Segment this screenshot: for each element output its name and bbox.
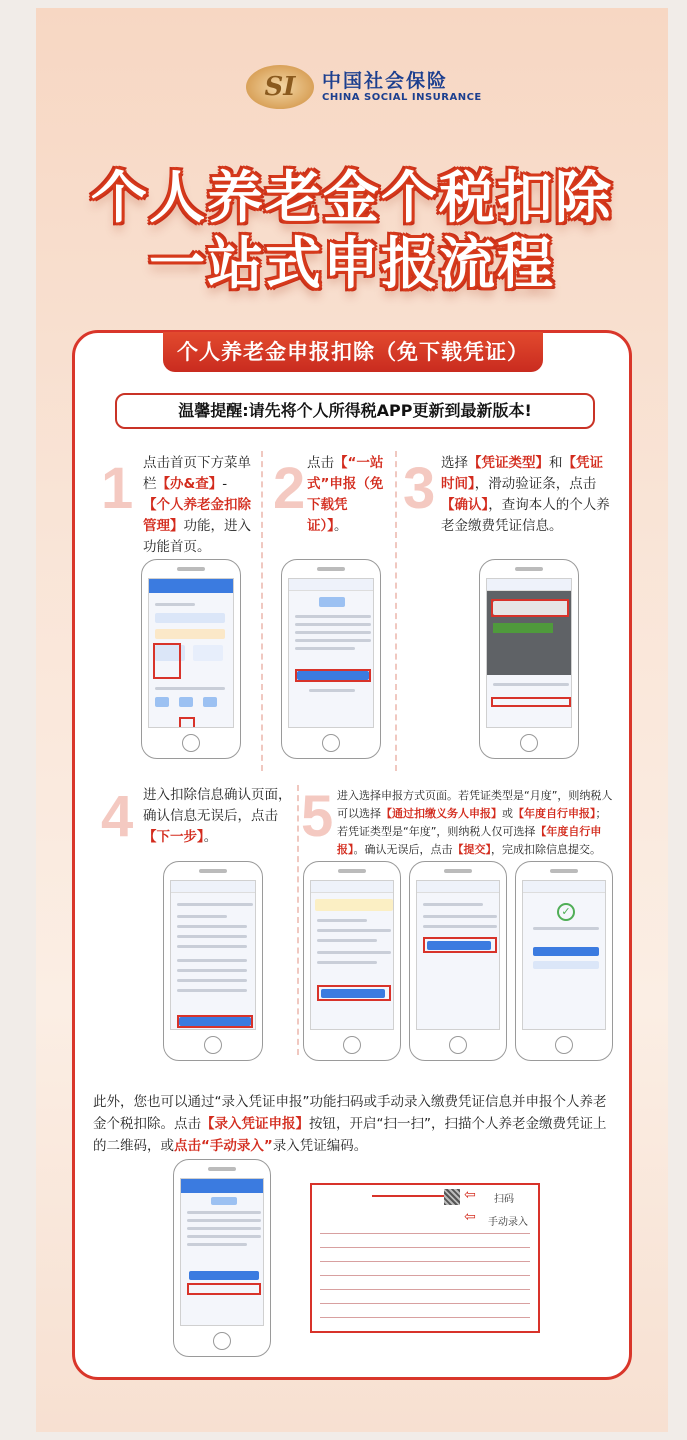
step-5-text: 进入选择申报方式页面。若凭证类型是“月度”，则纳税人可以选择【通过扣缴义务人申报】或【年度自行申报】；若凭证类型是“年度”，则纳税人仅可选择【年度自行申报】。确认无误后，点击【提交】，完成扣除信息提交。 — [337, 789, 613, 856]
phone-screenshot-5b — [409, 861, 507, 1061]
arrow-left-icon: ⇦ — [464, 1209, 476, 1225]
phone-screenshot-1 — [141, 559, 241, 759]
step-2-text: 点击【“一站式”申报（免下载凭证）】。 — [307, 455, 384, 534]
poster — [36, 8, 668, 1432]
logo-chinese-name: 中国社会保险 — [322, 70, 449, 93]
phone-screenshot-3 — [479, 559, 579, 759]
phone-screenshot-6 — [173, 1159, 271, 1357]
update-tip: 温馨提醒:请先将个人所得税APP更新到最新版本! — [115, 393, 595, 429]
step-number-2: 2 — [273, 456, 306, 521]
logo — [246, 62, 482, 112]
step-4-text: 进入扣除信息确认页面，确认信息无误后，点击【下一步】。 — [143, 787, 292, 845]
divider — [261, 451, 263, 771]
phone-screenshot-4 — [163, 861, 263, 1061]
phone-screenshot-2 — [281, 559, 381, 759]
step-number-4: 4 — [101, 784, 134, 849]
main-title-line1: 个人养老金个税扣除 — [91, 166, 613, 231]
step-number-3: 3 — [403, 456, 436, 521]
pension-certificate-image — [310, 1183, 540, 1333]
si-logo-icon: SI — [246, 65, 314, 109]
scan-label: 扫码 — [494, 1194, 514, 1205]
step-1-text: 点击首页下方菜单栏【办&查】-【个人养老金扣除管理】功能，进入功能首页。 — [143, 455, 251, 555]
check-circle-icon: ✓ — [557, 903, 575, 921]
card-header: 个人养老金申报扣除（免下载凭证） — [163, 332, 543, 372]
step-number-5: 5 — [301, 784, 334, 849]
logo-english-name: CHINA SOCIAL INSURANCE — [322, 91, 482, 103]
manual-entry-label: 手动录入 — [488, 1217, 528, 1228]
qr-code-icon — [444, 1189, 460, 1205]
instruction-card — [72, 330, 632, 1380]
main-title-line2: 一站式申报流程 — [149, 232, 555, 297]
phone-screenshot-5c — [515, 861, 613, 1061]
arrow-left-icon: ⇦ — [464, 1187, 476, 1203]
step-3-text: 选择【凭证类型】和【凭证时间】，滑动验证条，点击【确认】，查询本人的个人养老金缴费凭证信息。 — [441, 455, 610, 534]
divider — [297, 785, 299, 1055]
phone-screenshot-5a — [303, 861, 401, 1061]
extra-instructions: 此外，您也可以通过“录入凭证申报”功能扫码或手动录入缴费凭证信息并申报个人养老金个税扣除。点击【录入凭证申报】按钮，开启“扫一扫”，扫描个人养老金缴费凭证上的二维码，或点击“手动录入”录入凭证编码。 — [93, 1094, 607, 1154]
divider — [395, 451, 397, 771]
step-number-1: 1 — [101, 456, 134, 521]
